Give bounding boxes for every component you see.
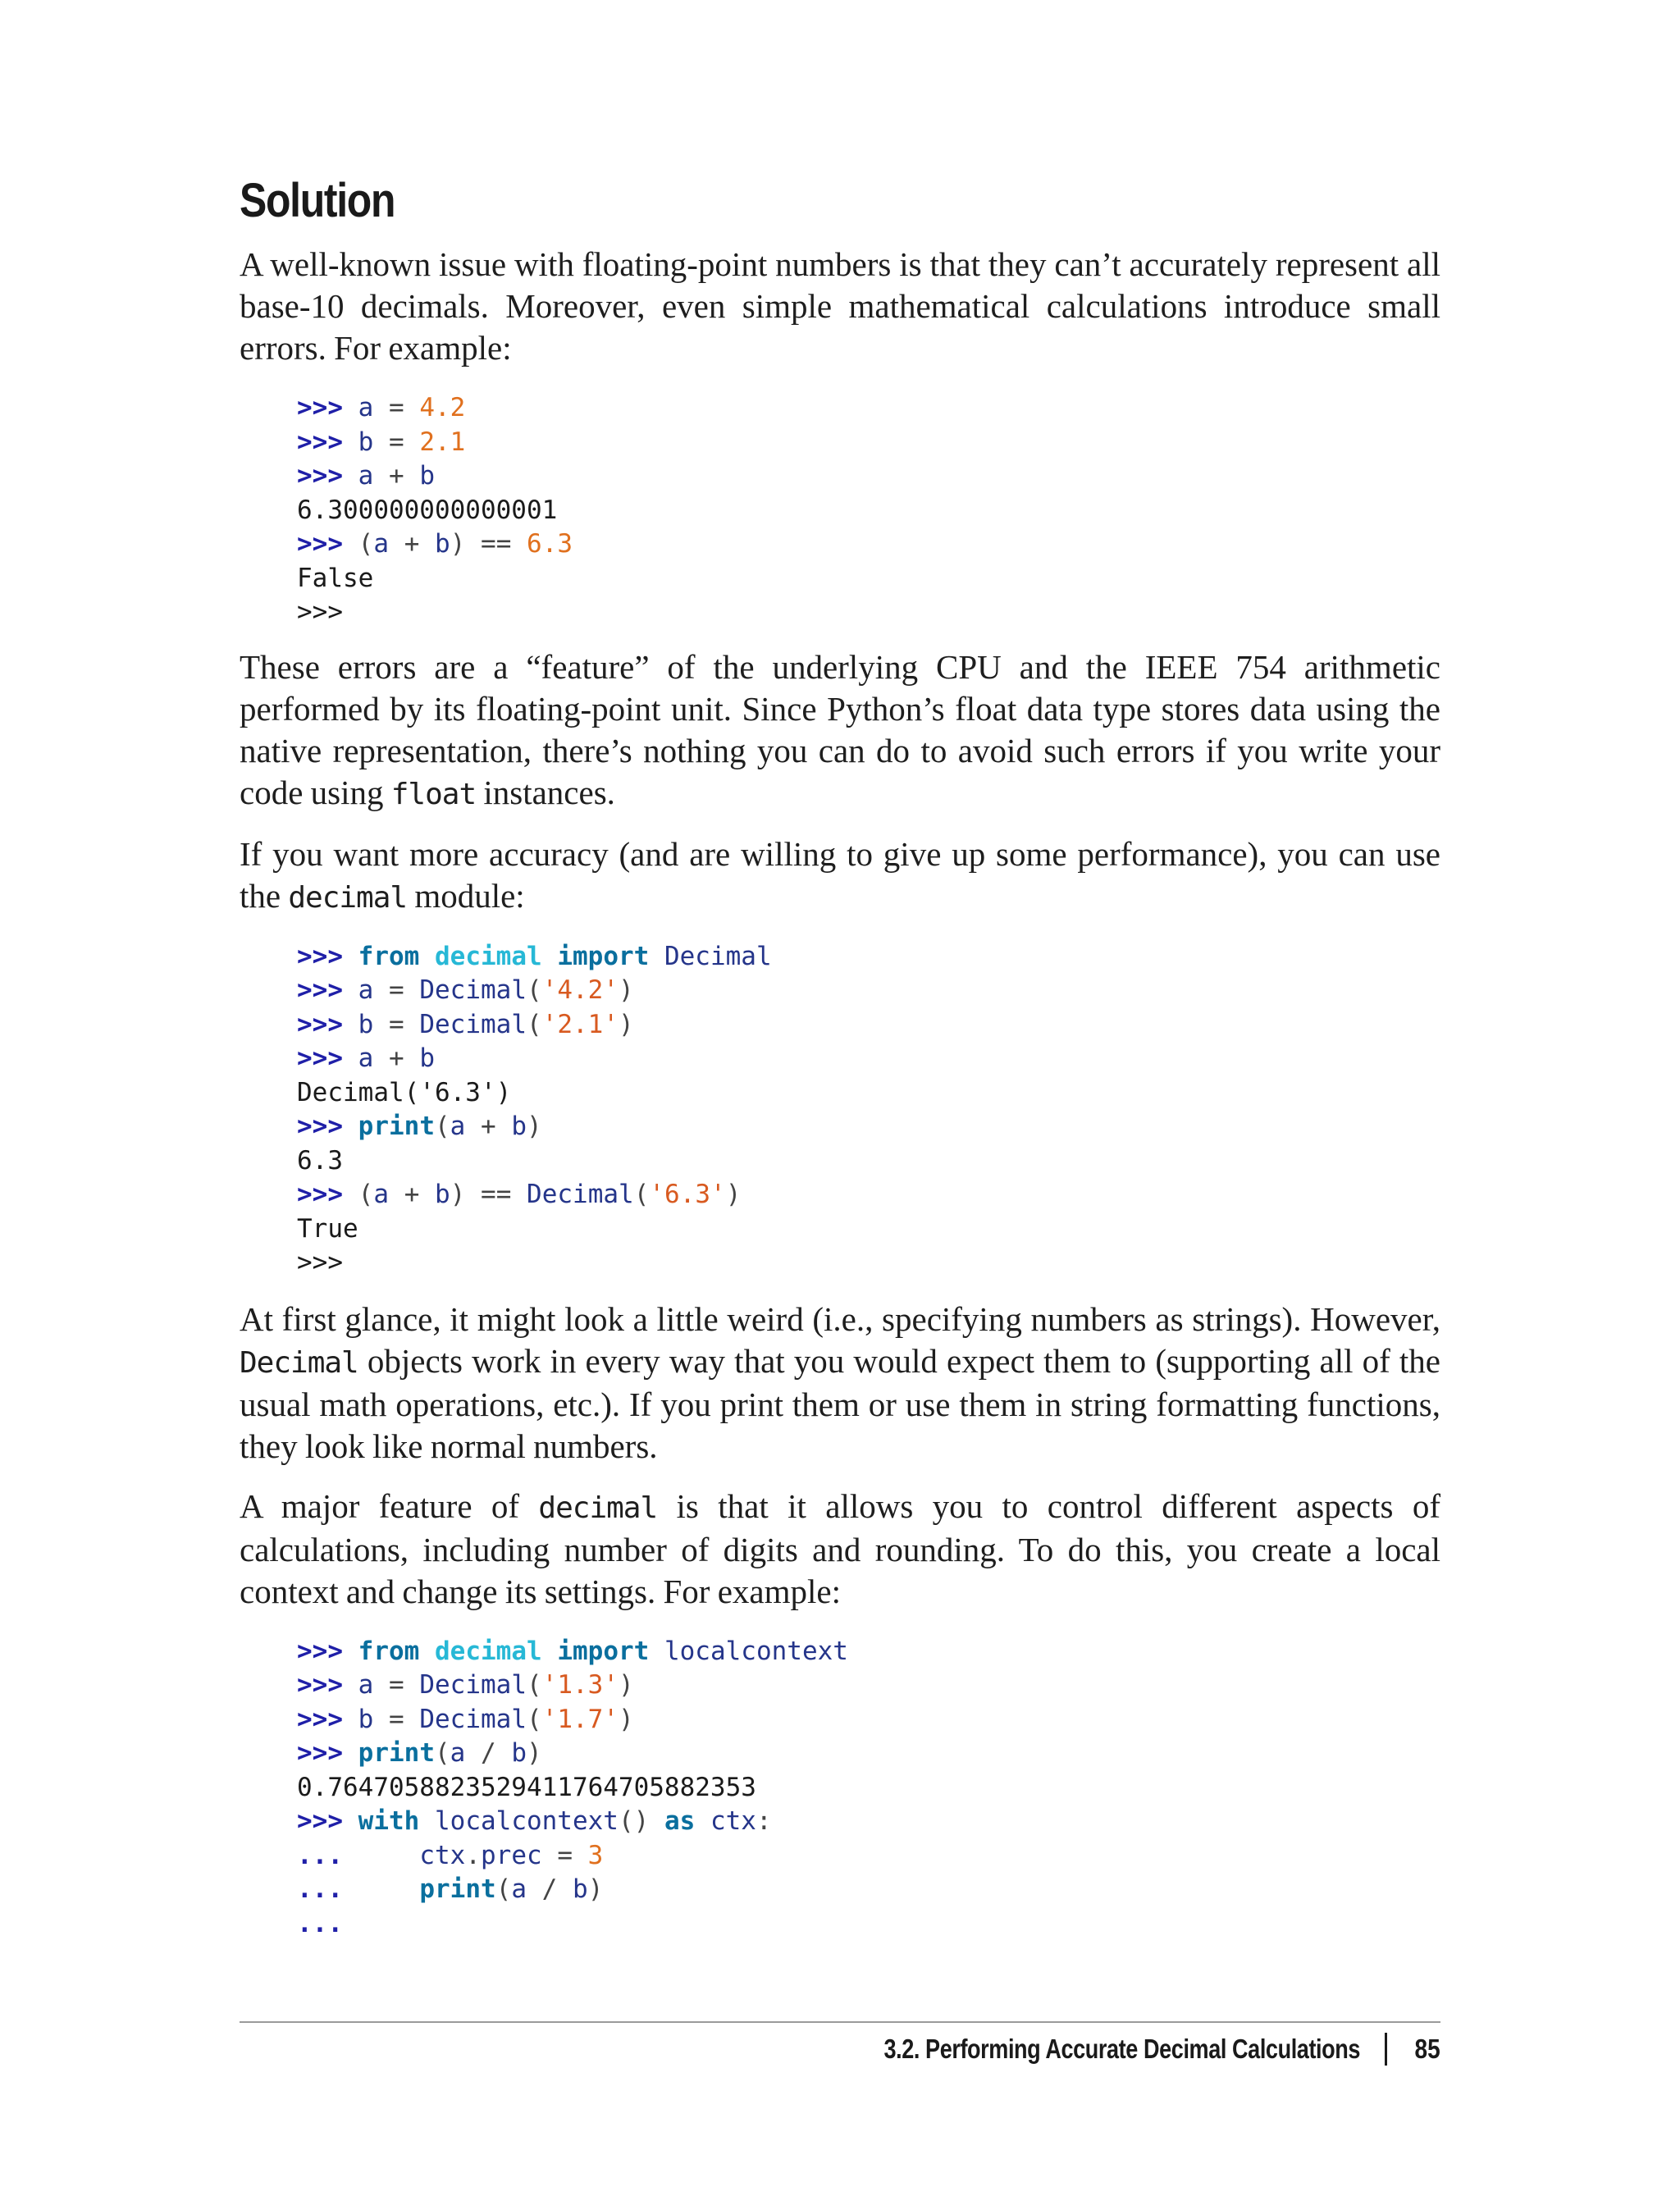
page-number: 85: [1414, 2034, 1440, 2064]
code-output: 6.3: [297, 1145, 343, 1176]
code-output: 0.7647058823529411764705882353: [297, 1772, 756, 1802]
code-line: >>> print(a / b): [297, 1738, 542, 1768]
paragraph-first-glance: At first glance, it might look a little weird (i.e., specifying numbers as strings). However, Decimal objects work in every way that you would expect them to (supporting all of the usual math operations, etc.). If you print them or use them in string formatting functions, they look like normal numbers.: [240, 1299, 1440, 1465]
paragraph-intro: A well-known issue with floating-point numbers is that they can’t accurately represent all base-10 decimals. Moreover, even simple mathematical calculations introduce small errors. For example:: [240, 245, 1440, 367]
code-line: >>> b = 2.1: [297, 427, 466, 457]
code-line: >>> a = Decimal('4.2'): [297, 975, 634, 1005]
inline-code-decimal: decimal: [288, 880, 408, 915]
code-line: >>> print(a + b): [297, 1112, 542, 1141]
code-line: >>>: [297, 597, 343, 627]
code-block-float: [240, 391, 1440, 630]
inline-code-Decimal: Decimal: [240, 1345, 358, 1380]
code-line: ...: [297, 1908, 343, 1938]
code-line: >>> a = Decimal('1.3'): [297, 1670, 634, 1700]
footer-divider: [240, 2021, 1440, 2023]
code-line: >>> a + b: [297, 461, 436, 491]
code-line: >>> a + b: [297, 1043, 436, 1073]
code-line: >>> with localcontext() as ctx:: [297, 1806, 772, 1836]
code-line: >>> from decimal import Decimal: [297, 941, 772, 971]
paragraph-errors: These errors are a “feature” of the underlying CPU and the IEEE 754 arithmetic performed by its floating-point unit. Since Python’s float data type stores data using the native representation, there’s nothing you can do to avoid such errors if you write your code using float instances.: [240, 647, 1440, 811]
paragraph-context: A major feature of decimal is that it allows you to control different aspects of calculations, including number of digits and rounding. To do this, you create a local context and change its settings. For example:: [240, 1486, 1440, 1610]
paragraph-accuracy: If you want more accuracy (and are willing to give up some performance), you can use the decimal module:: [240, 834, 1440, 915]
code-line: >>> b = Decimal('2.1'): [297, 1009, 634, 1039]
code-output: False: [297, 563, 374, 593]
code-line: >>> a = 4.2: [297, 393, 466, 422]
footer-separator: [1385, 2033, 1387, 2066]
code-output: Decimal('6.3'): [297, 1077, 512, 1107]
code-output: True: [297, 1213, 358, 1244]
code-line: ... print(a / b): [297, 1874, 604, 1904]
code-block-decimal: [240, 940, 1440, 1281]
code-line: >>> (a + b) == 6.3: [297, 529, 573, 559]
inline-code-float: float: [390, 777, 477, 811]
page-footer: [779, 2033, 1440, 2066]
code-line: >>>: [297, 1248, 343, 1277]
code-line: >>> (a + b) == Decimal('6.3'): [297, 1180, 742, 1209]
code-block-localcontext: [240, 1635, 1440, 1942]
inline-code-decimal-2: decimal: [538, 1491, 658, 1525]
code-output: 6.300000000000001: [297, 495, 558, 525]
code-line: >>> from decimal import localcontext: [297, 1636, 848, 1666]
footer-section-title: 3.2. Performing Accurate Decimal Calculations: [883, 2034, 1361, 2064]
section-heading: Solution: [240, 174, 395, 227]
page-content: [240, 168, 1440, 1941]
code-line: ... ctx.prec = 3: [297, 1840, 604, 1870]
code-line: >>> b = Decimal('1.7'): [297, 1704, 634, 1734]
